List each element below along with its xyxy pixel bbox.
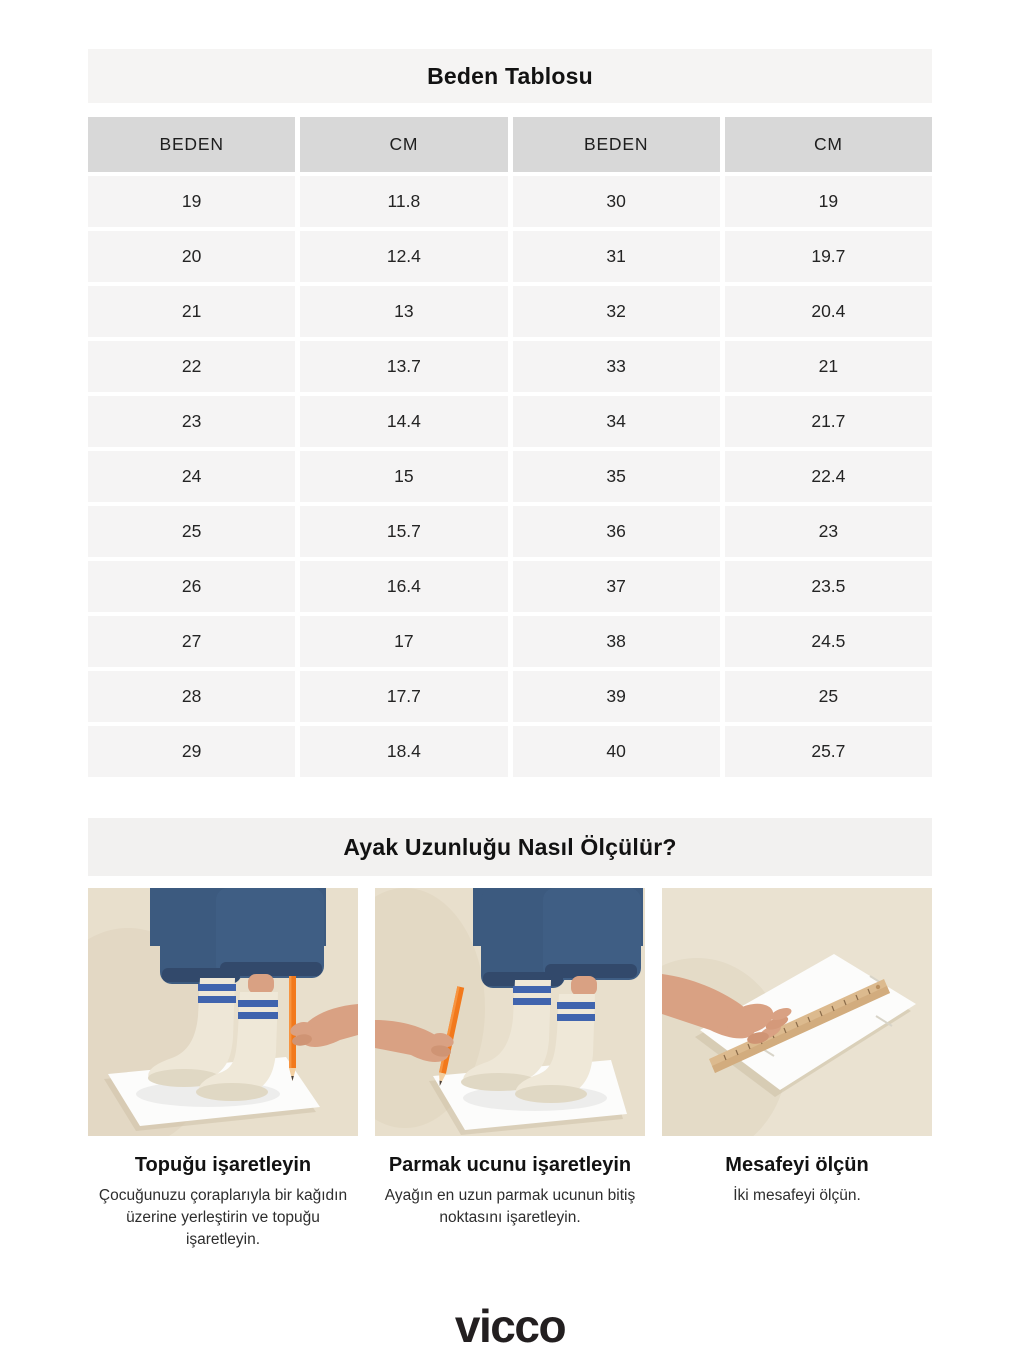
photo-child-feet-pencil-toe [375,888,645,1136]
size-cell: 11.8 [300,176,507,227]
size-cell: 39 [513,671,720,722]
measure-title-band [88,818,932,876]
size-cell: 15 [300,451,507,502]
size-cell: 40 [513,726,720,777]
size-cell: 28 [88,671,295,722]
size-cell: 21 [88,286,295,337]
size-table-title-band [88,49,932,103]
step-heading: Parmak ucunu işaretleyin [388,1154,632,1176]
photo-hand-ruler-paper [662,888,932,1136]
size-cell: 19 [88,176,295,227]
size-cell: 23 [725,506,932,557]
size-cell: 20 [88,231,295,282]
size-table [88,117,932,777]
size-cell: 26 [88,561,295,612]
size-cell: 34 [513,396,720,447]
step-description: Çocuğunuzu çoraplarıyla bir kağıdın üzerine yerleştirin ve topuğu işaretleyin. [98,1187,348,1248]
size-cell: 21 [725,341,932,392]
measure-steps [88,888,932,1251]
photo-child-feet-pencil-heel [88,888,358,1136]
size-cell: 33 [513,341,720,392]
size-cell: 23 [88,396,295,447]
size-cell: 25 [725,671,932,722]
vicco-logo: vicco [454,1300,566,1352]
size-cell: 37 [513,561,720,612]
step-measure-distance [662,888,932,1251]
column-header-cm-right: CM [725,117,932,172]
column-header-cm-left: CM [300,117,507,172]
size-cell: 22.4 [725,451,932,502]
size-cell: 15.7 [300,506,507,557]
size-cell: 36 [513,506,720,557]
size-cell: 31 [513,231,720,282]
step-description: Ayağın en uzun parmak ucunun bitiş noktasını işaretleyin. [384,1187,636,1226]
size-table-title: Beden Tablosu [427,62,593,89]
size-cell: 35 [513,451,720,502]
size-cell: 38 [513,616,720,667]
size-cell: 24.5 [725,616,932,667]
size-cell: 19.7 [725,231,932,282]
size-cell: 30 [513,176,720,227]
step-heading: Topuğu işaretleyin [134,1154,312,1176]
size-cell: 22 [88,341,295,392]
size-cell: 13 [300,286,507,337]
column-header-beden-left: BEDEN [88,117,295,172]
size-cell: 19 [725,176,932,227]
measure-title: Ayak Uzunluğu Nasıl Ölçülür? [343,833,677,860]
size-cell: 18.4 [300,726,507,777]
size-cell: 20.4 [725,286,932,337]
size-cell: 17 [300,616,507,667]
jeans [150,888,326,984]
step-description: İki mesafeyi ölçün. [733,1187,861,1204]
size-cell: 17.7 [300,671,507,722]
size-cell: 14.4 [300,396,507,447]
step-heading: Mesafeyi ölçün [725,1154,869,1176]
jeans [473,888,643,988]
size-cell: 12.4 [300,231,507,282]
size-cell: 25 [88,506,295,557]
step-mark-heel [88,888,358,1251]
size-cell: 24 [88,451,295,502]
size-cell: 27 [88,616,295,667]
column-header-beden-right: BEDEN [513,117,720,172]
brand-footer [88,1300,932,1360]
size-cell: 25.7 [725,726,932,777]
size-cell: 13.7 [300,341,507,392]
size-cell: 32 [513,286,720,337]
size-cell: 23.5 [725,561,932,612]
step-mark-toe [375,888,645,1251]
size-cell: 16.4 [300,561,507,612]
size-cell: 29 [88,726,295,777]
size-cell: 21.7 [725,396,932,447]
